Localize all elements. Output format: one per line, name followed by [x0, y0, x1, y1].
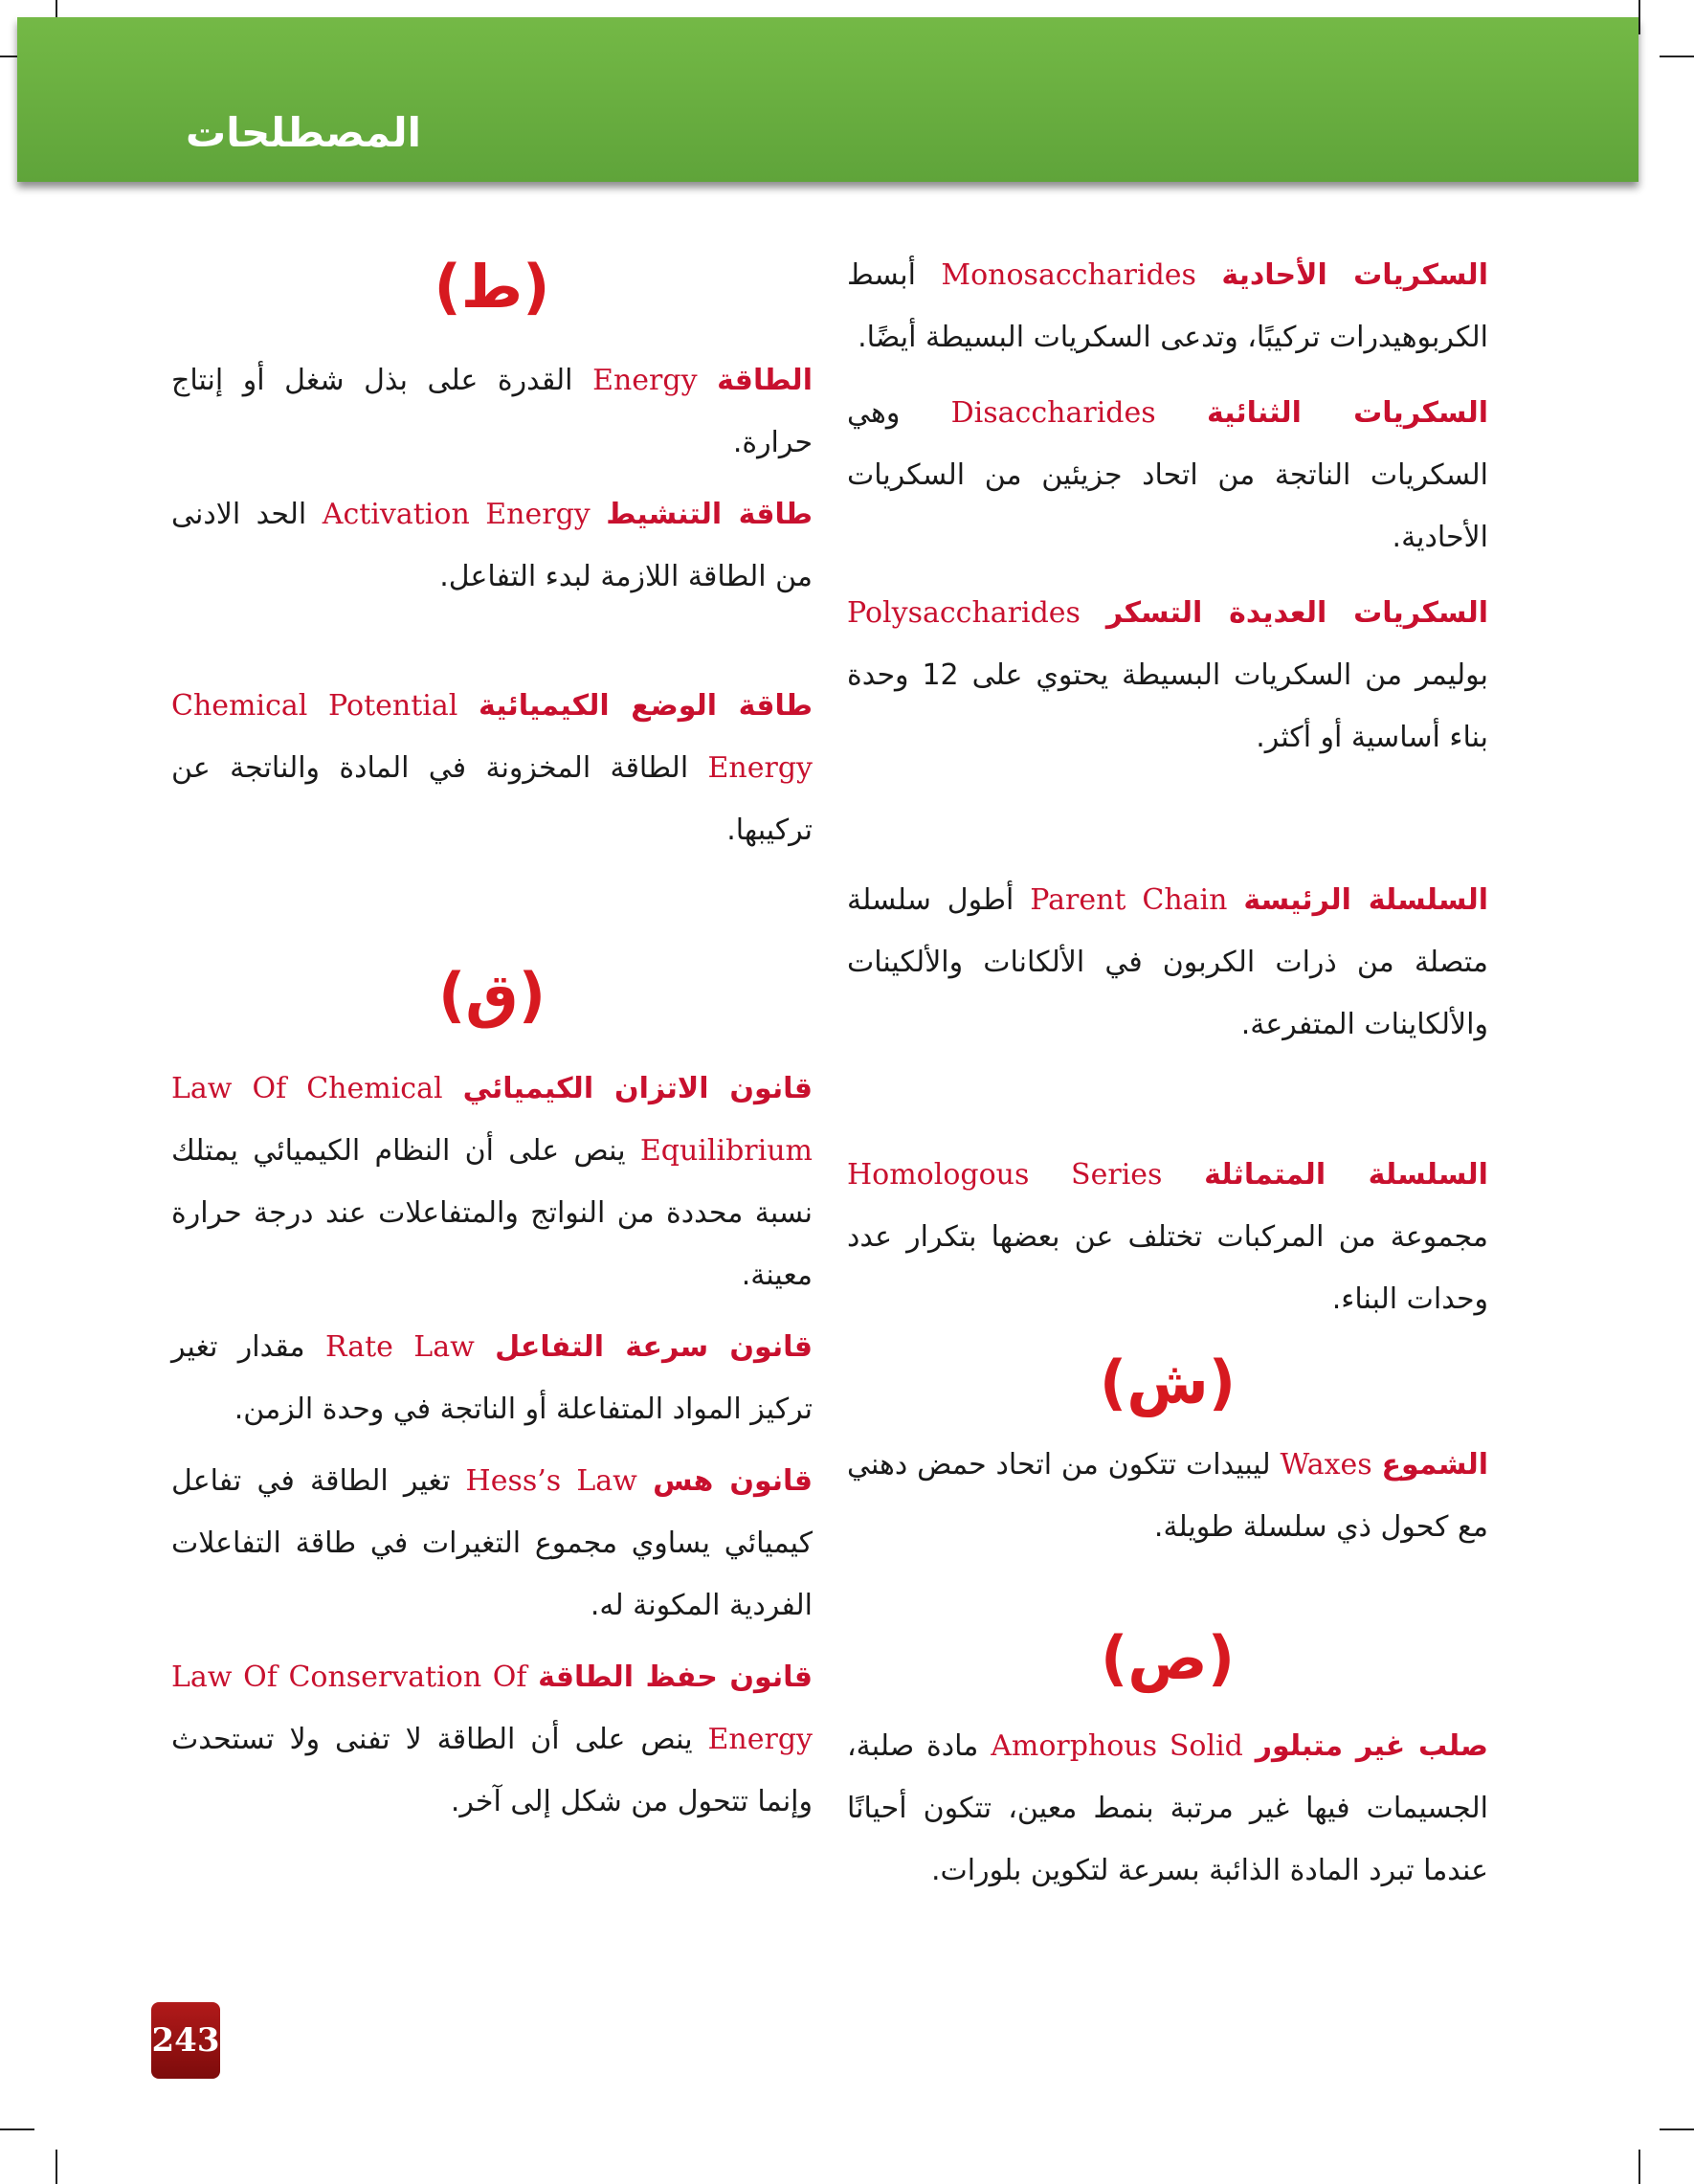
- entry-english: Parent Chain: [1030, 883, 1228, 917]
- entry-term: قانون الاتزان الكيميائي: [462, 1072, 813, 1105]
- entry-definition: مادة صلبة، الجسيمات فيها غير مرتبة بنمط معين، تتكون أحيانًا عندما تبرد المادة الذائبة بسرعة لتكوين بلورات.: [847, 1729, 1488, 1887]
- entry-english: Law Of Chemical Equilibrium: [171, 1072, 813, 1168]
- section-letter-qaf: (ق): [437, 960, 546, 1030]
- entry-term: طاقة الوضع الكيميائية: [479, 689, 814, 723]
- entry-english: Law Of Conservation Of Energy: [171, 1660, 813, 1756]
- entry-english: Waxes: [1280, 1448, 1372, 1482]
- glossary-entry: [847, 1715, 1488, 1902]
- entry-term: السكريات العديدة التسكر: [1105, 596, 1488, 630]
- entry-definition: أبسط الكربوهيدرات تركيبًا، وتدعى السكريات البسيطة أيضًا.: [847, 258, 1488, 354]
- left-column: [171, 244, 813, 1833]
- crop-mark: [0, 2128, 34, 2130]
- entry-english: Monosaccharides: [941, 258, 1196, 292]
- header-banner: [17, 17, 1638, 182]
- entry-term: السكريات الأحادية: [1221, 258, 1488, 292]
- entry-definition: الطاقة المخزونة في المادة والناتجة عن تركيبها.: [171, 751, 813, 847]
- entry-english: Amorphous Solid: [991, 1729, 1243, 1763]
- glossary-entry: [847, 382, 1488, 568]
- entry-english: Rate Law: [324, 1330, 475, 1364]
- glossary-entry: [171, 483, 813, 608]
- entry-definition: ينص على أن النظام الكيميائي يمتلك نسبة محددة من النواتج والمتفاعلات عند درجة حرارة معينة.: [171, 1134, 813, 1292]
- glossary-entry: [171, 349, 813, 474]
- entry-definition: وهي السكريات الناتجة من اتحاد جزيئين من السكريات الأحادية.: [847, 396, 1488, 554]
- crop-mark: [1638, 0, 1640, 34]
- glossary-entry: [847, 1434, 1488, 1558]
- entry-english: Disaccharides: [950, 396, 1156, 430]
- entry-term: قانون حفظ الطاقة: [538, 1660, 814, 1694]
- entry-english: Chemical Potential Energy: [171, 689, 813, 785]
- entry-definition: أطول سلسلة متصلة من ذرات الكربون في الألكانات والألكينات والألكاينات المتفرعة.: [847, 883, 1488, 1041]
- entry-definition: القدرة على بذل شغل أو إنتاج حرارة.: [171, 364, 813, 459]
- entry-definition: الحد الادنى من الطاقة اللازمة لبدء التفاعل.: [171, 498, 813, 593]
- crop-mark: [1660, 2128, 1694, 2130]
- entry-english: Polysaccharides: [847, 596, 1081, 630]
- entry-definition: ليبيدات تتكون من اتحاد حمض دهني مع كحول ذي سلسلة طويلة.: [847, 1448, 1488, 1544]
- glossary-entry: [171, 1646, 813, 1833]
- page-title: المصطلحات: [186, 109, 422, 156]
- entry-english: Homologous Series: [847, 1158, 1163, 1192]
- glossary-entry: [171, 1450, 813, 1637]
- entry-term: قانون هس: [653, 1464, 813, 1498]
- glossary-entry: [847, 869, 1488, 1056]
- crop-mark: [1660, 56, 1694, 57]
- glossary-entry: [847, 244, 1488, 368]
- right-column: [847, 244, 1488, 1902]
- section-letter-sheen: (ش): [1099, 1348, 1237, 1417]
- entry-english: Hess’s Law: [465, 1464, 637, 1498]
- entry-term: قانون سرعة التفاعل: [495, 1330, 813, 1364]
- entry-term: السكريات الثنائية: [1206, 396, 1488, 430]
- section-letter-taa: (ط): [434, 252, 550, 322]
- glossary-entry: [171, 1058, 813, 1306]
- entry-definition: تغير الطاقة في تفاعل كيميائي يساوي مجموع التغيرات في طاقة التفاعلات الفردية المكونة له.: [171, 1464, 813, 1622]
- entry-definition: بوليمر من السكريات البسيطة يحتوي على 12 وحدة بناء أساسية أو أكثر.: [847, 658, 1488, 754]
- glossary-entry: [171, 675, 813, 861]
- crop-mark: [1638, 2150, 1640, 2184]
- entry-term: السلسلة المتماثلة: [1204, 1158, 1488, 1192]
- glossary-entry: [847, 1144, 1488, 1330]
- entry-definition: مقدار تغير تركيز المواد المتفاعلة أو الناتجة في وحدة الزمن.: [171, 1330, 813, 1426]
- entry-english: Energy: [592, 364, 698, 397]
- page-number: 243: [151, 2002, 220, 2079]
- entry-english: Activation Energy: [322, 498, 591, 531]
- entry-term: الشموع: [1381, 1448, 1488, 1482]
- crop-mark: [56, 2150, 57, 2184]
- entry-term: طاقة التنشيط: [606, 498, 813, 531]
- glossary-entry: [171, 1316, 813, 1440]
- entry-definition: ينص على أن الطاقة لا تفنى ولا تستحدث وإنما تتحول من شكل إلى آخر.: [171, 1723, 813, 1818]
- entry-term: الطاقة: [717, 364, 813, 397]
- glossary-entry: [847, 582, 1488, 769]
- entry-definition: مجموعة من المركبات تختلف عن بعضها بتكرار عدد وحدات البناء.: [847, 1220, 1488, 1316]
- entry-term: السلسلة الرئيسة: [1243, 883, 1488, 917]
- section-letter-sad: (ص): [1100, 1623, 1236, 1693]
- entry-term: صلب غير متبلور: [1255, 1729, 1488, 1763]
